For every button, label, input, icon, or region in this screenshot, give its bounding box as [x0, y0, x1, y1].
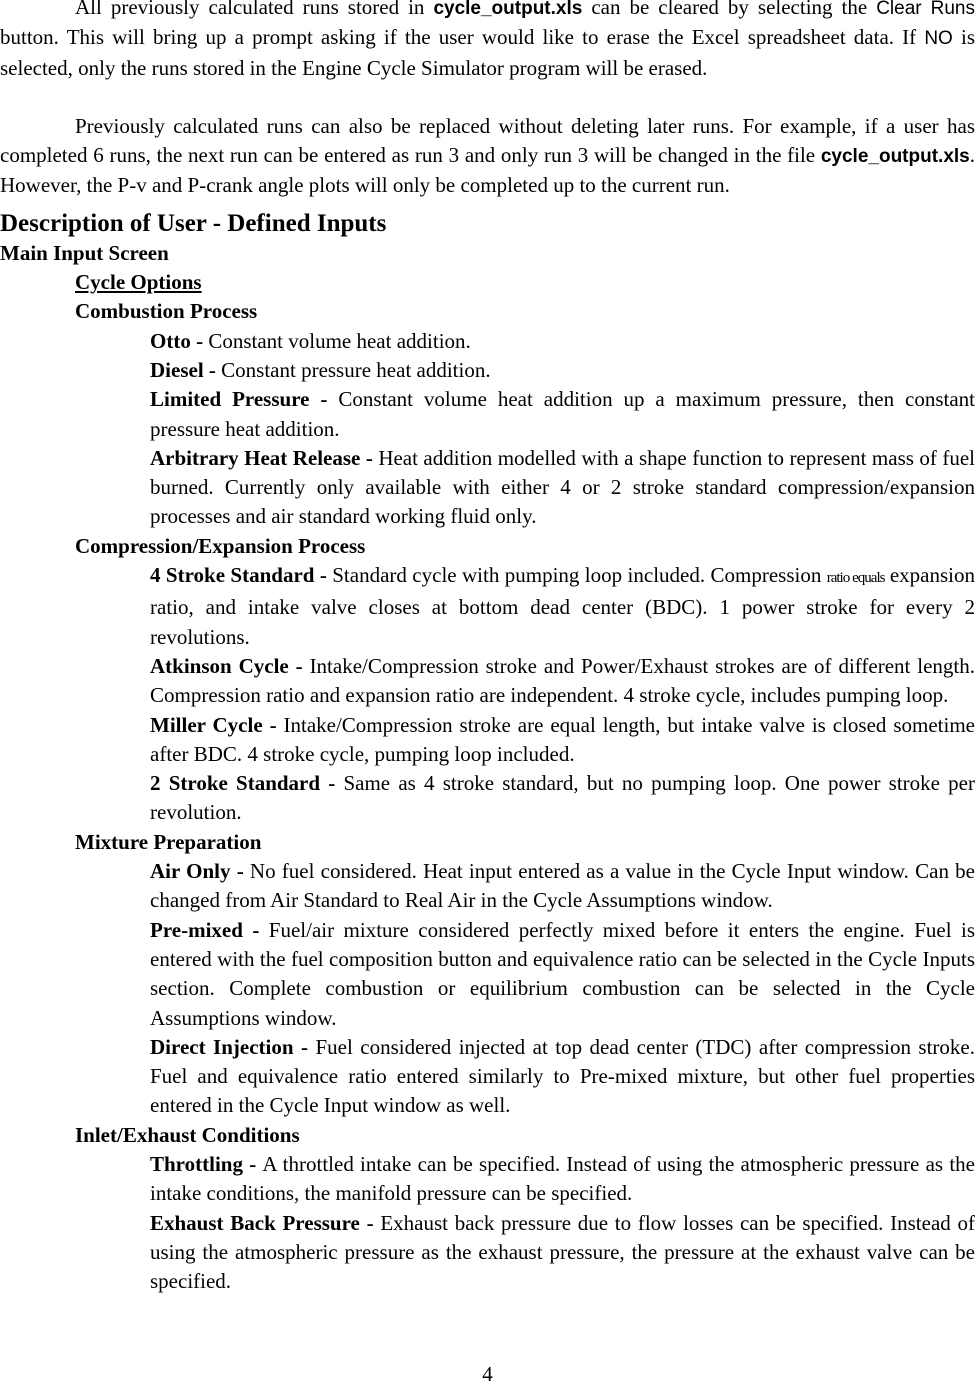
description: Constant pressure heat addition.	[221, 357, 491, 382]
definition-miller	[0, 711, 975, 770]
text: All previously calculated runs stored in	[75, 0, 434, 19]
term: 2 Stroke Standard -	[150, 771, 344, 796]
description: Heat addition modelled with a shape function to represent mass of fuel burned. Currently only available with either 4 or 2 stroke standard compression/expansion processes and air standard working fluid only.	[150, 445, 975, 529]
description: Fuel/air mixture considered perfectly mixed before it enters the engine. Fuel is entered with the fuel composition button and equivalence ratio can be selected in the Cycle Inputs section. Complete combustion or equilibrium combustion can be selected in the Cycle Assumptions window.	[150, 917, 976, 1030]
term: Air Only -	[150, 859, 250, 884]
description: Standard cycle with pumping loop included. Compression	[332, 563, 827, 588]
text: Previously calculated runs can also be replaced without deleting later runs. For example, if a user has completed 6 runs, the next run can be entered as run 3 and only run 3 will be changed in the file	[0, 113, 975, 168]
description: Constant volume heat addition.	[208, 328, 471, 353]
description: Fuel considered injected at top dead center (TDC) after compression stroke. Fuel and equivalence ratio entered similarly to Pre-mixed mixture, but other fuel properties entered in the Cycle Input window as well.	[150, 1034, 975, 1118]
spacer	[0, 83, 975, 112]
compression-heading: Compression/Expansion Process	[75, 533, 366, 558]
definition-2-stroke	[0, 769, 975, 828]
definition-limited-pressure	[0, 385, 975, 444]
description: Intake/Compression stroke and Power/Exhaust strokes are of different length. Compression ratio and expansion ratio are independent. 4 stroke cycle, includes pumping loop.	[150, 653, 976, 708]
text: button. This will bring up a prompt asking if the user would like to erase the Excel spreadsheet data. If	[0, 25, 925, 50]
definition-4-stroke	[0, 561, 975, 652]
description: Exhaust back pressure due to flow losses can be specified. Instead of using the atmospheric pressure as the exhaust pressure, the pressure at the exhaust valve can be specified.	[150, 1210, 975, 1294]
definition-otto	[0, 327, 975, 356]
term: Diesel -	[150, 357, 222, 382]
inlet-heading: Inlet/Exhaust Conditions	[75, 1122, 300, 1147]
paragraph-replace-runs	[0, 112, 975, 201]
term: Exhaust Back Pressure -	[150, 1210, 381, 1235]
definition-diesel	[0, 356, 975, 385]
description: ratio equals	[826, 570, 885, 587]
text: . However, the P-v and P-crank angle plots will only be completed up to the current run.	[0, 143, 975, 198]
option-reference: NO	[924, 28, 953, 50]
description: A throttled intake can be specified. Instead of using the atmospheric pressure as the intake conditions, the manifold pressure can be specified.	[150, 1151, 975, 1206]
filename: cycle_output.xls	[820, 146, 970, 168]
term: 4 Stroke Standard -	[150, 563, 333, 588]
term: Atkinson Cycle -	[150, 653, 310, 678]
definition-pre-mixed	[0, 916, 975, 1033]
term: Direct Injection -	[150, 1034, 316, 1059]
button-reference: Clear Runs	[876, 0, 975, 19]
term: Throttling -	[150, 1151, 263, 1176]
definition-exhaust-back-pressure	[0, 1209, 975, 1297]
section-heading: Description of User - Defined Inputs	[0, 209, 387, 237]
definition-throttling	[0, 1150, 975, 1209]
subsection-heading: Main Input Screen	[0, 240, 169, 265]
filename: cycle_output.xls	[433, 0, 583, 19]
term: Limited Pressure -	[150, 387, 339, 412]
combustion-heading: Combustion Process	[75, 299, 258, 324]
definition-arbitrary-heat-release	[0, 444, 975, 532]
page-number: 4	[482, 1362, 493, 1386]
term: Miller Cycle -	[150, 712, 284, 737]
text: can be cleared by selecting the	[582, 0, 877, 19]
description: Intake/Compression stroke are equal length, but intake valve is closed sometime after BDC. 4 stroke cycle, pumping loop included.	[150, 712, 975, 766]
mixture-heading: Mixture Preparation	[75, 829, 262, 854]
description: expansion ratio, and intake valve closes at bottom dead center (BDC). 1 power stroke for every 2 revolutions.	[150, 563, 976, 649]
paragraph-clear-runs	[0, 0, 975, 83]
text: is selected, only the runs stored in the Engine Cycle Simulator program will be erased.	[0, 25, 975, 80]
term: Pre-mixed -	[150, 917, 269, 942]
cycle-options-heading: Cycle Options	[75, 270, 202, 295]
definition-atkinson	[0, 652, 975, 711]
definition-direct-injection	[0, 1033, 975, 1121]
description: Constant volume heat addition up a maximum pressure, then constant pressure heat addition.	[150, 387, 975, 441]
description: Same as 4 stroke standard, but no pumping loop. One power stroke per revolution.	[150, 771, 975, 825]
definition-air-only	[0, 857, 975, 916]
term: Arbitrary Heat Release -	[150, 445, 379, 470]
term: Otto -	[150, 328, 209, 353]
description: No fuel considered. Heat input entered as a value in the Cycle Input window. Can be changed from Air Standard to Real Air in the Cycle Assumptions window.	[150, 859, 975, 913]
